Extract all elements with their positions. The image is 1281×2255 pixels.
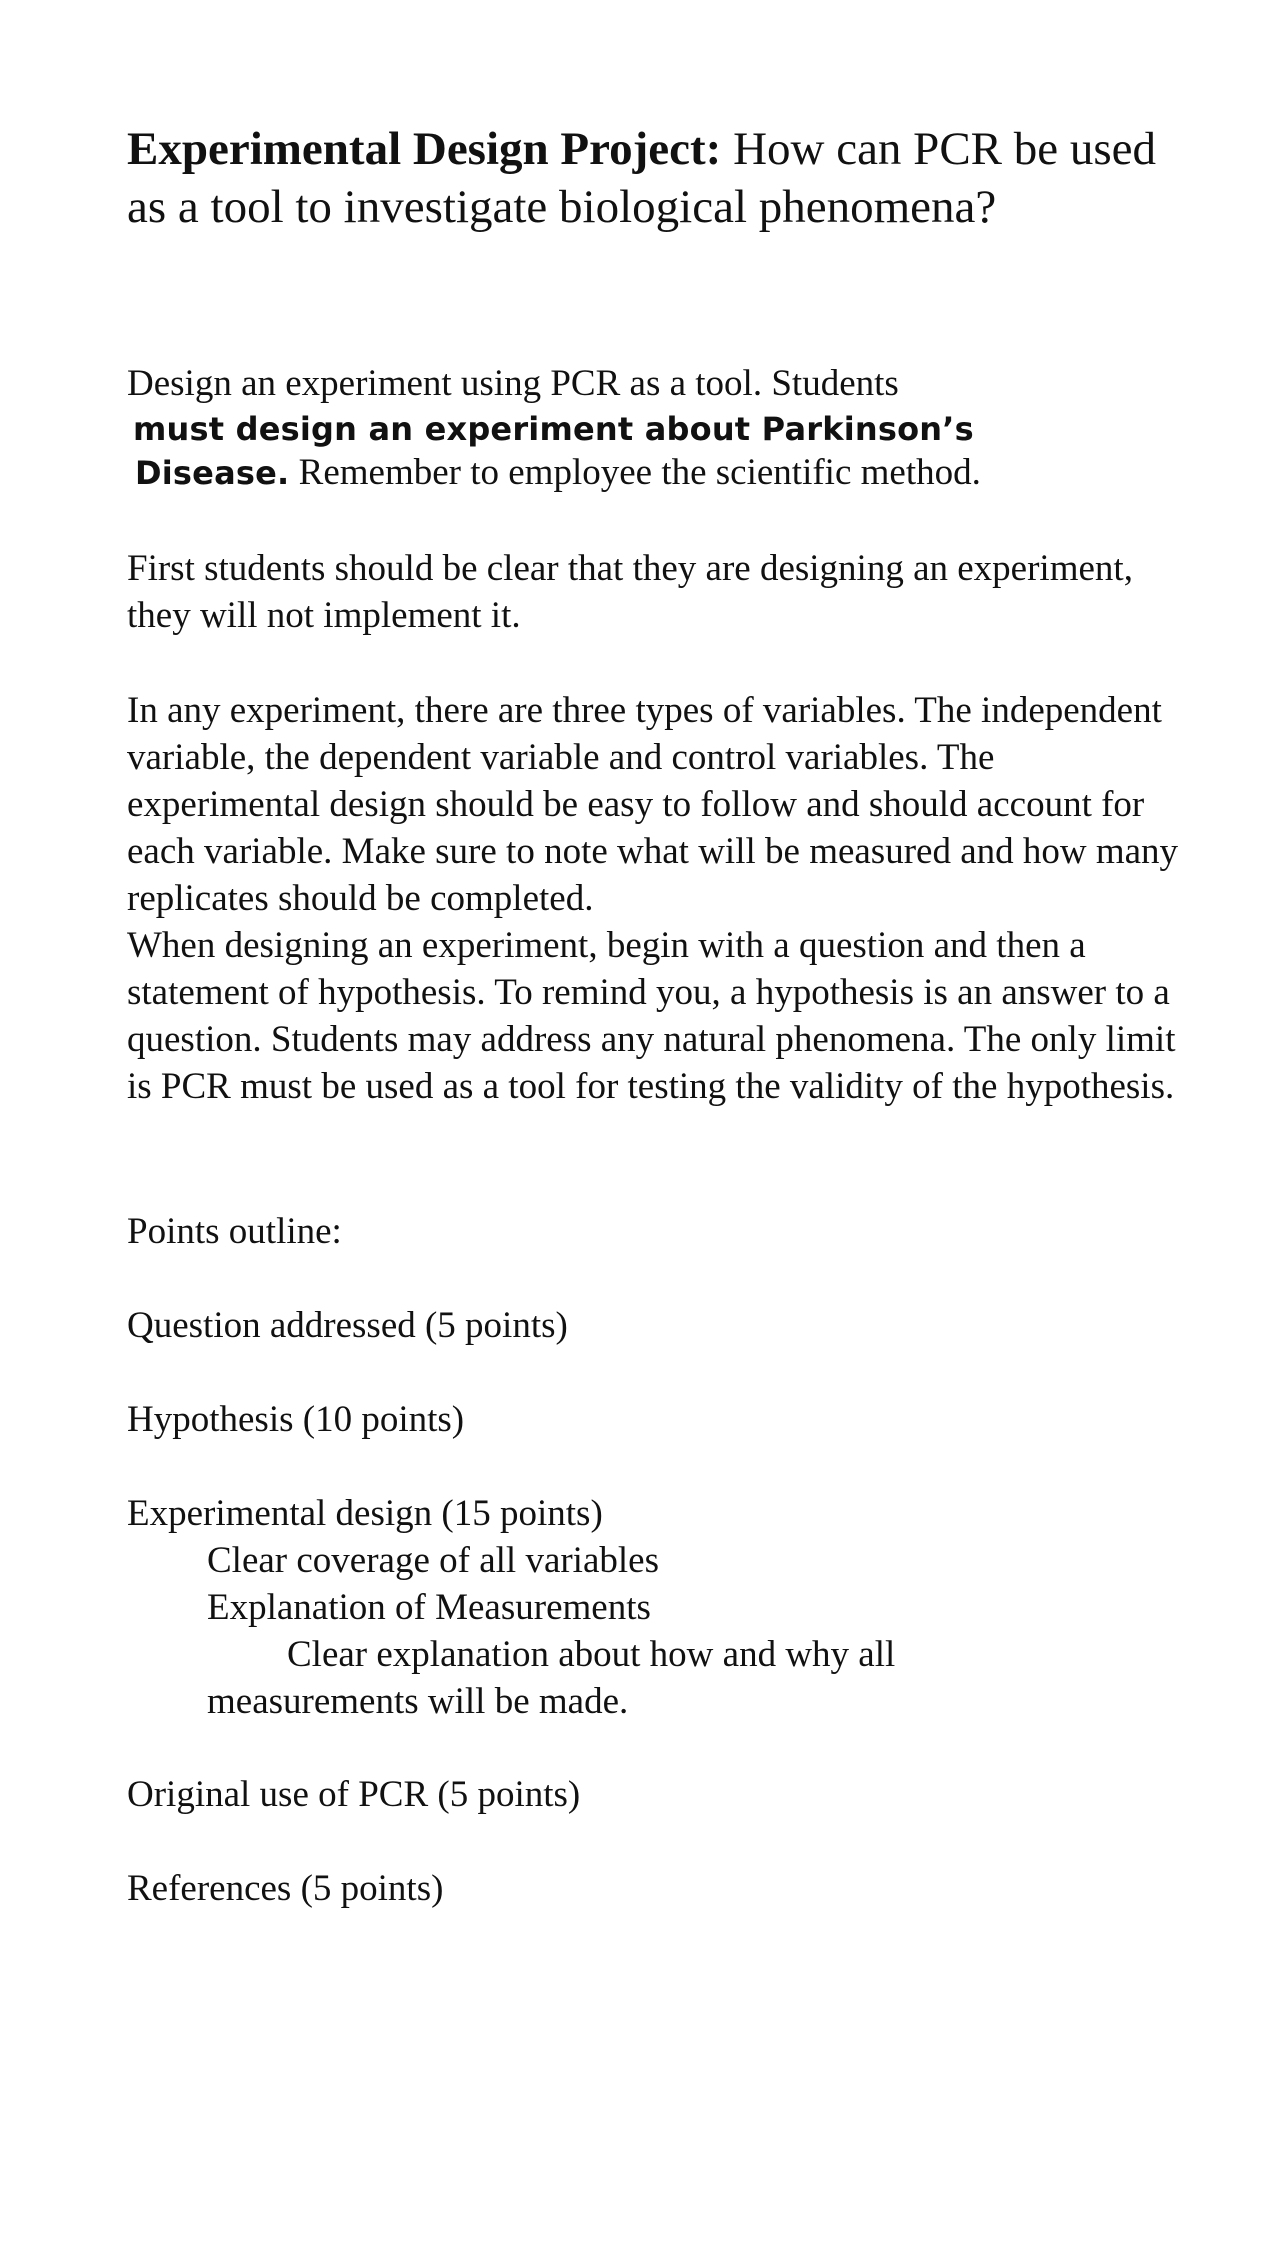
design-explanation-line2: measurements will be made.	[207, 1681, 629, 1722]
design-variables-item: Clear coverage of all variables	[207, 1540, 659, 1581]
title-bold: Experimental Design Project:	[127, 123, 722, 175]
points-original-use: Original use of PCR (5 points)	[127, 1774, 581, 1815]
design-measurements-item: Explanation of Measurements	[207, 1587, 651, 1628]
parkinsons-requirement: must design an experiment about Parkinson’s	[133, 410, 974, 448]
points-question: Question addressed (5 points)	[127, 1305, 568, 1346]
points-hypothesis-block	[127, 1396, 1187, 1443]
first-note-paragraph	[127, 545, 1187, 639]
disease-label: Disease.	[135, 454, 290, 492]
variables-paragraph	[127, 687, 1187, 1110]
points-outline	[127, 1208, 1187, 1255]
hypothesis-guidance-text: When designing an experiment, begin with a question and then a statement of hypothesis. To remind you, a hypothesis is an answer to a question. Students may address any natural phenomena. The only limit is PCR must be used as a tool for testing the validity of the hypothesis.	[127, 925, 1176, 1107]
intro-paragraph	[127, 360, 1187, 495]
points-question-block	[127, 1302, 1187, 1349]
points-references: References (5 points)	[127, 1868, 444, 1909]
variables-text: In any experiment, there are three types of variables. The independent variable, the dependent variable and control variables. The experimental design should be easy to follow and should account for each variable. Make sure to note what will be measured and how many replicates should be completed.	[127, 690, 1179, 919]
points-design-block	[127, 1490, 1187, 1725]
title-block	[127, 120, 1187, 236]
points-original-block	[127, 1771, 1187, 1818]
points-design: Experimental design (15 points)	[127, 1493, 603, 1534]
points-references-block	[127, 1865, 1187, 1912]
document-title	[127, 120, 1187, 236]
intro-line3	[127, 451, 1187, 495]
points-hypothesis: Hypothesis (10 points)	[127, 1399, 465, 1440]
intro-line1: Design an experiment using PCR as a tool. Students	[127, 363, 899, 404]
design-explanation-line1: Clear explanation about how and why all	[287, 1634, 896, 1675]
first-note-text: First students should be clear that they are designing an experiment, they will not implement it.	[127, 548, 1133, 636]
points-heading: Points outline:	[127, 1211, 342, 1252]
title-question: How can PCR be used as a tool to investigate biological phenomena?	[127, 123, 1157, 233]
scientific-method-note: Remember to employee the scientific method.	[289, 452, 981, 493]
intro-highlight-line	[127, 407, 1187, 451]
